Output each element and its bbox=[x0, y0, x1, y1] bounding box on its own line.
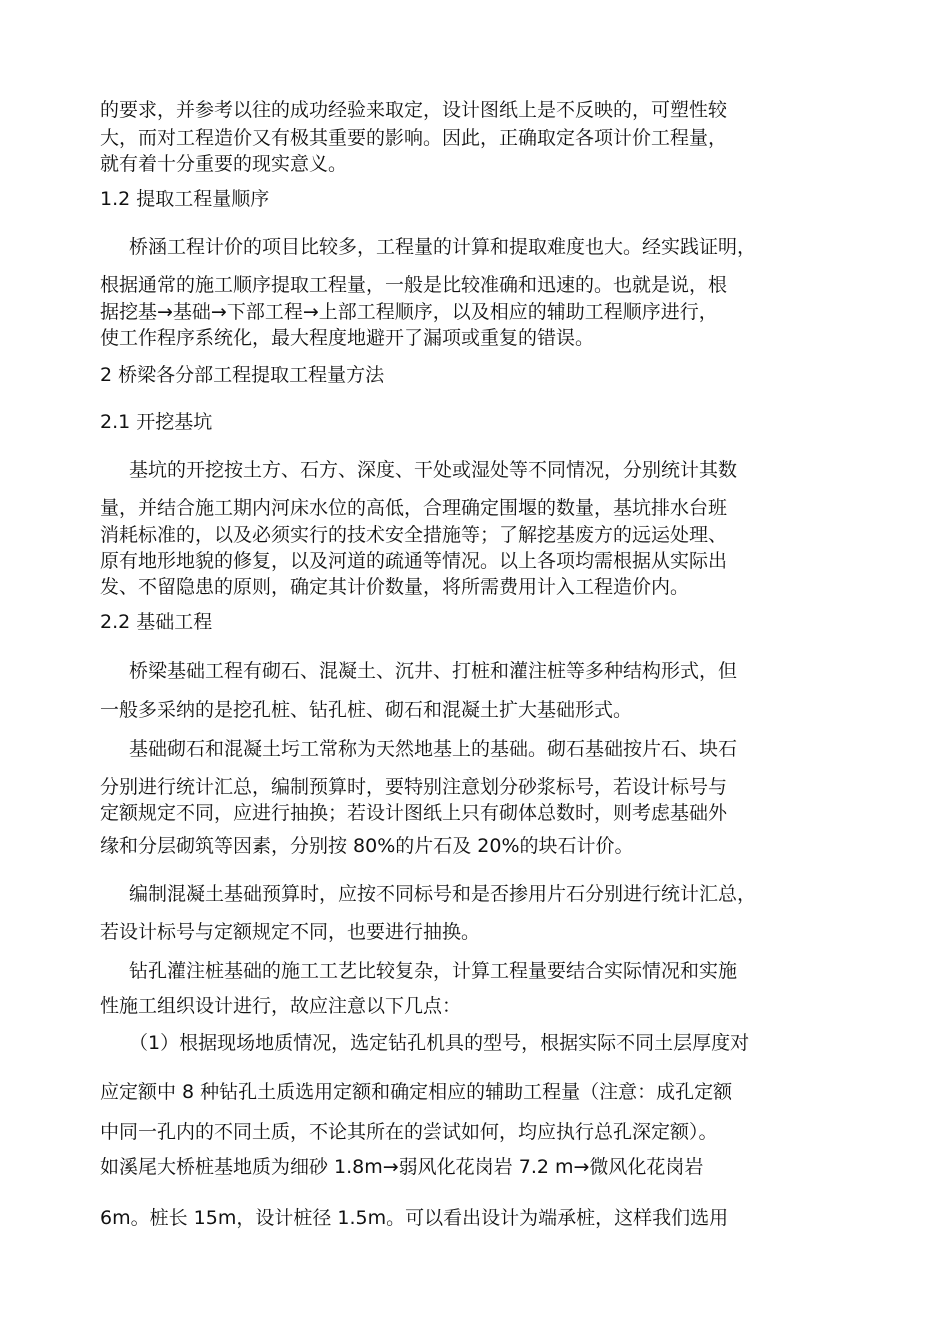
section-heading: 2 桥梁各分部工程提取工程量方法 bbox=[100, 364, 385, 386]
text-line: 根据通常的施工顺序提取工程量，一般是比较准确和迅速的。也就是说，根 bbox=[100, 274, 728, 296]
text-line: 如溪尾大桥桩基地质为细砂 1.8m→弱风化花岗岩 7.2 m→微风化花岗岩 bbox=[100, 1156, 704, 1178]
section-heading: 1.2 提取工程量顺序 bbox=[100, 188, 270, 210]
text-line: 基础砌石和混凝土圬工常称为天然地基上的基础。砌石基础按片石、块石 bbox=[129, 738, 738, 760]
text-line: 应定额中 8 种钻孔土质选用定额和确定相应的辅助工程量（注意：成孔定额 bbox=[100, 1081, 733, 1103]
text-line: 若设计标号与定额规定不同，也要进行抽换。 bbox=[100, 921, 481, 943]
text-line: 原有地形地貌的修复，以及河道的疏通等情况。以上各项均需根据从实际出 bbox=[100, 550, 728, 572]
text-line: 一般多采纳的是挖孔桩、钻孔桩、砌石和混凝土扩大基础形式。 bbox=[100, 699, 633, 721]
text-line: 缘和分层砌筑等因素，分别按 80%的片石及 20%的块石计价。 bbox=[100, 835, 634, 857]
text-line: 大，而对工程造价又有极其重要的影响。因此，正确取定各项计价工程量， bbox=[100, 127, 728, 149]
text-line: 的要求，并参考以往的成功经验来取定，设计图纸上是不反映的，可塑性较 bbox=[100, 99, 728, 121]
text-line: 分别进行统计汇总，编制预算时，要特别注意划分砂浆标号，若设计标号与 bbox=[100, 776, 728, 798]
section-heading: 2.2 基础工程 bbox=[100, 611, 213, 633]
text-line: 中同一孔内的不同土质，不论其所在的尝试如何，均应执行总孔深定额）。 bbox=[100, 1121, 718, 1143]
text-line: 发、不留隐患的原则，确定其计价数量，将所需费用计入工程造价内。 bbox=[100, 576, 690, 598]
text-line: 6m。桩长 15m，设计桩径 1.5m。可以看出设计为端承桩，这样我们选用 bbox=[100, 1207, 729, 1229]
section-heading: 2.1 开挖基坑 bbox=[100, 411, 213, 433]
text-line: 基坑的开挖按土方、石方、深度、干处或湿处等不同情况，分别统计其数 bbox=[129, 459, 738, 481]
text-line: 就有着十分重要的现实意义。 bbox=[100, 153, 348, 175]
text-line: （1）根据现场地质情况，选定钻孔机具的型号，根据实际不同土层厚度对 bbox=[129, 1032, 750, 1054]
text-line: 定额规定不同，应进行抽换；若设计图纸上只有砌体总数时，则考虑基础外 bbox=[100, 802, 728, 824]
text-line: 据挖基→基础→下部工程→上部工程顺序，以及相应的辅助工程顺序进行， bbox=[100, 301, 718, 323]
text-line: 性施工组织设计进行，故应注意以下几点： bbox=[100, 995, 462, 1017]
text-line: 桥涵工程计价的项目比较多，工程量的计算和提取难度也大。经实践证明， bbox=[129, 236, 757, 258]
text-line: 编制混凝土基础预算时，应按不同标号和是否掺用片石分别进行统计汇总， bbox=[129, 883, 757, 905]
text-line: 桥梁基础工程有砌石、混凝土、沉井、打桩和灌注桩等多种结构形式，但 bbox=[129, 660, 738, 682]
text-line: 量，并结合施工期内河床水位的高低，合理确定围堰的数量，基坑排水台班 bbox=[100, 497, 728, 519]
text-line: 使工作程序系统化，最大程度地避开了漏项或重复的错误。 bbox=[100, 327, 595, 349]
text-line: 消耗标准的，以及必须实行的技术安全措施等；了解挖基废方的远运处理、 bbox=[100, 524, 728, 546]
text-line: 钻孔灌注桩基础的施工工艺比较复杂，计算工程量要结合实际情况和实施 bbox=[129, 960, 738, 982]
